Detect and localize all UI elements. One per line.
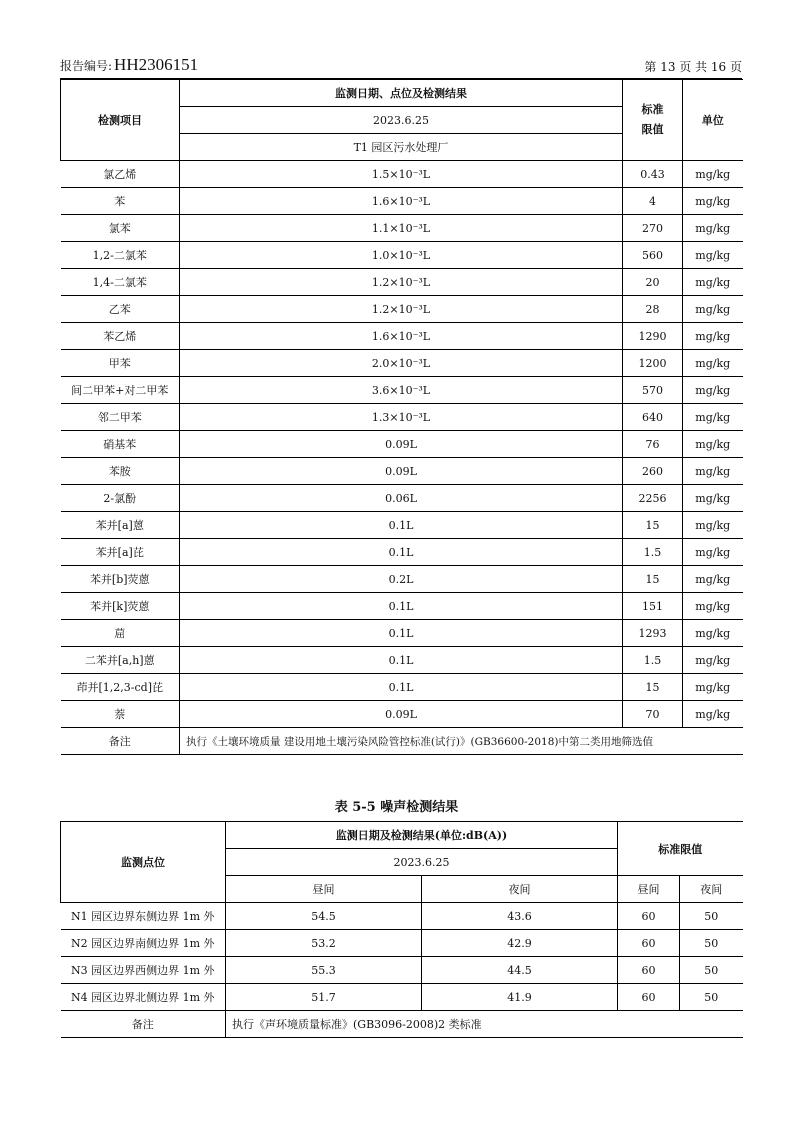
result-cell: 0.1L	[180, 512, 623, 539]
item-cell: 2-氯酚	[61, 485, 180, 512]
result-cell: 0.2L	[180, 566, 623, 593]
table-row	[61, 647, 743, 674]
result-cell: 1.5×10⁻³L	[180, 161, 623, 188]
limit-day-cell: 60	[618, 930, 680, 957]
unit-cell: mg/kg	[683, 647, 743, 674]
table-row	[61, 903, 743, 930]
col-item-header: 检测项目	[61, 80, 180, 161]
night-value-cell: 41.9	[422, 984, 618, 1011]
result-cell: 0.06L	[180, 485, 623, 512]
day-value-cell: 54.5	[226, 903, 422, 930]
limit-cell: 15	[623, 674, 683, 701]
limit-cell: 1.5	[623, 647, 683, 674]
col-result-group-header: 监测日期及检测结果(单位:dB(A))	[226, 822, 618, 849]
limit-cell: 15	[623, 566, 683, 593]
limit-cell: 1293	[623, 620, 683, 647]
item-cell: 苯并[a]芘	[61, 539, 180, 566]
table-row	[61, 593, 743, 620]
noise-results-table	[60, 821, 743, 1038]
site-header: T1 园区污水处理厂	[180, 134, 623, 161]
item-cell: 氯乙烯	[61, 161, 180, 188]
limit-cell: 640	[623, 404, 683, 431]
result-cell: 1.3×10⁻³L	[180, 404, 623, 431]
col-unit-header: 单位	[683, 80, 743, 161]
limit-cell: 270	[623, 215, 683, 242]
item-cell: 萘	[61, 701, 180, 728]
limit-cell: 1290	[623, 323, 683, 350]
note-row	[61, 1011, 743, 1038]
table-row	[61, 161, 743, 188]
item-cell: 茚并[1,2,3-cd]芘	[61, 674, 180, 701]
limit-cell: 76	[623, 431, 683, 458]
day-value-cell: 53.2	[226, 930, 422, 957]
limit-cell: 260	[623, 458, 683, 485]
table-row	[61, 485, 743, 512]
table-row	[61, 323, 743, 350]
limit-cell: 570	[623, 377, 683, 404]
result-cell: 0.1L	[180, 620, 623, 647]
note-label: 备注	[61, 1011, 226, 1038]
unit-cell: mg/kg	[683, 701, 743, 728]
day-value-cell: 51.7	[226, 984, 422, 1011]
unit-cell: mg/kg	[683, 458, 743, 485]
item-cell: 苯胺	[61, 458, 180, 485]
table-row	[61, 377, 743, 404]
site-cell: N2 园区边界南侧边界 1m 外	[61, 930, 226, 957]
note-text: 执行《土壤环境质量 建设用地土壤污染风险管控标准(试行)》(GB36600-2018)中第二类用地筛选值	[180, 728, 743, 755]
unit-cell: mg/kg	[683, 215, 743, 242]
report-number: HH2306151	[114, 55, 199, 74]
item-cell: 1,2-二氯苯	[61, 242, 180, 269]
item-cell: 苯	[61, 188, 180, 215]
item-cell: 氯苯	[61, 215, 180, 242]
result-cell: 0.1L	[180, 674, 623, 701]
limit-cell: 1.5	[623, 539, 683, 566]
table-row	[61, 242, 743, 269]
site-cell: N1 园区边界东侧边界 1m 外	[61, 903, 226, 930]
limit-cell: 15	[623, 512, 683, 539]
result-cell: 3.6×10⁻³L	[180, 377, 623, 404]
result-cell: 0.09L	[180, 458, 623, 485]
table-row	[61, 984, 743, 1011]
unit-cell: mg/kg	[683, 620, 743, 647]
item-cell: 邻二甲苯	[61, 404, 180, 431]
table-row	[61, 566, 743, 593]
item-cell: 二苯并[a,h]蒽	[61, 647, 180, 674]
table-row	[61, 188, 743, 215]
limit-cell: 560	[623, 242, 683, 269]
limit-cell: 28	[623, 296, 683, 323]
result-cell: 1.1×10⁻³L	[180, 215, 623, 242]
table-row	[61, 215, 743, 242]
day-header: 昼间	[226, 876, 422, 903]
col-limit-header: 标准限值	[618, 822, 743, 876]
unit-cell: mg/kg	[683, 161, 743, 188]
site-cell: N3 园区边界西侧边界 1m 外	[61, 957, 226, 984]
result-cell: 1.2×10⁻³L	[180, 269, 623, 296]
result-cell: 2.0×10⁻³L	[180, 350, 623, 377]
unit-cell: mg/kg	[683, 485, 743, 512]
result-cell: 1.2×10⁻³L	[180, 296, 623, 323]
limit-night-cell: 50	[680, 957, 743, 984]
table-row	[61, 404, 743, 431]
table-row	[61, 930, 743, 957]
unit-cell: mg/kg	[683, 404, 743, 431]
report-number-block	[60, 55, 198, 75]
unit-cell: mg/kg	[683, 593, 743, 620]
unit-cell: mg/kg	[683, 323, 743, 350]
unit-cell: mg/kg	[683, 431, 743, 458]
item-cell: 苯并[k]荧蒽	[61, 593, 180, 620]
result-cell: 0.09L	[180, 431, 623, 458]
item-cell: 䓛	[61, 620, 180, 647]
note-row	[61, 728, 743, 755]
item-cell: 苯并[b]荧蒽	[61, 566, 180, 593]
unit-cell: mg/kg	[683, 296, 743, 323]
report-number-label: 报告编号:	[60, 59, 113, 73]
limit-night-header: 夜间	[680, 876, 743, 903]
result-cell: 1.0×10⁻³L	[180, 242, 623, 269]
limit-cell: 70	[623, 701, 683, 728]
limit-cell: 20	[623, 269, 683, 296]
table-row	[61, 350, 743, 377]
limit-day-header: 昼间	[618, 876, 680, 903]
item-cell: 硝基苯	[61, 431, 180, 458]
table-row	[61, 296, 743, 323]
site-cell: N4 园区边界北侧边界 1m 外	[61, 984, 226, 1011]
result-cell: 1.6×10⁻³L	[180, 188, 623, 215]
item-cell: 1,4-二氯苯	[61, 269, 180, 296]
table-row	[61, 431, 743, 458]
col-limit-header: 标准 限值	[623, 80, 683, 161]
page-header	[60, 56, 742, 79]
table-row	[61, 512, 743, 539]
limit-night-cell: 50	[680, 984, 743, 1011]
note-text: 执行《声环境质量标准》(GB3096-2008)2 类标准	[226, 1011, 743, 1038]
result-cell: 0.1L	[180, 539, 623, 566]
table-row	[61, 674, 743, 701]
limit-cell: 1200	[623, 350, 683, 377]
unit-cell: mg/kg	[683, 350, 743, 377]
col-result-group-header: 监测日期、点位及检测结果	[180, 80, 623, 107]
note-label: 备注	[61, 728, 180, 755]
unit-cell: mg/kg	[683, 539, 743, 566]
result-cell: 0.09L	[180, 701, 623, 728]
item-cell: 苯并[a]蒽	[61, 512, 180, 539]
date-header: 2023.6.25	[226, 849, 618, 876]
page-info: 第 13 页 共 16 页	[644, 60, 742, 74]
table-row	[61, 458, 743, 485]
unit-cell: mg/kg	[683, 674, 743, 701]
day-value-cell: 55.3	[226, 957, 422, 984]
item-cell: 乙苯	[61, 296, 180, 323]
night-header: 夜间	[422, 876, 618, 903]
unit-cell: mg/kg	[683, 188, 743, 215]
table-row	[61, 539, 743, 566]
limit-night-cell: 50	[680, 930, 743, 957]
item-cell: 间二甲苯+对二甲苯	[61, 377, 180, 404]
unit-cell: mg/kg	[683, 269, 743, 296]
item-cell: 甲苯	[61, 350, 180, 377]
limit-day-cell: 60	[618, 984, 680, 1011]
limit-night-cell: 50	[680, 903, 743, 930]
limit-cell: 151	[623, 593, 683, 620]
unit-cell: mg/kg	[683, 512, 743, 539]
date-header: 2023.6.25	[180, 107, 623, 134]
result-cell: 0.1L	[180, 593, 623, 620]
limit-day-cell: 60	[618, 957, 680, 984]
table-row	[61, 620, 743, 647]
soil-results-table	[60, 79, 743, 755]
unit-cell: mg/kg	[683, 377, 743, 404]
table2-title: 表 5-5 噪声检测结果	[334, 800, 459, 815]
limit-cell: 4	[623, 188, 683, 215]
limit-cell: 2256	[623, 485, 683, 512]
col-site-header: 监测点位	[61, 822, 226, 903]
limit-cell: 0.43	[623, 161, 683, 188]
limit-day-cell: 60	[618, 903, 680, 930]
unit-cell: mg/kg	[683, 566, 743, 593]
table-row	[61, 701, 743, 728]
result-cell: 0.1L	[180, 647, 623, 674]
result-cell: 1.6×10⁻³L	[180, 323, 623, 350]
night-value-cell: 44.5	[422, 957, 618, 984]
night-value-cell: 42.9	[422, 930, 618, 957]
table-row	[61, 957, 743, 984]
item-cell: 苯乙烯	[61, 323, 180, 350]
table-row	[61, 269, 743, 296]
unit-cell: mg/kg	[683, 242, 743, 269]
night-value-cell: 43.6	[422, 903, 618, 930]
